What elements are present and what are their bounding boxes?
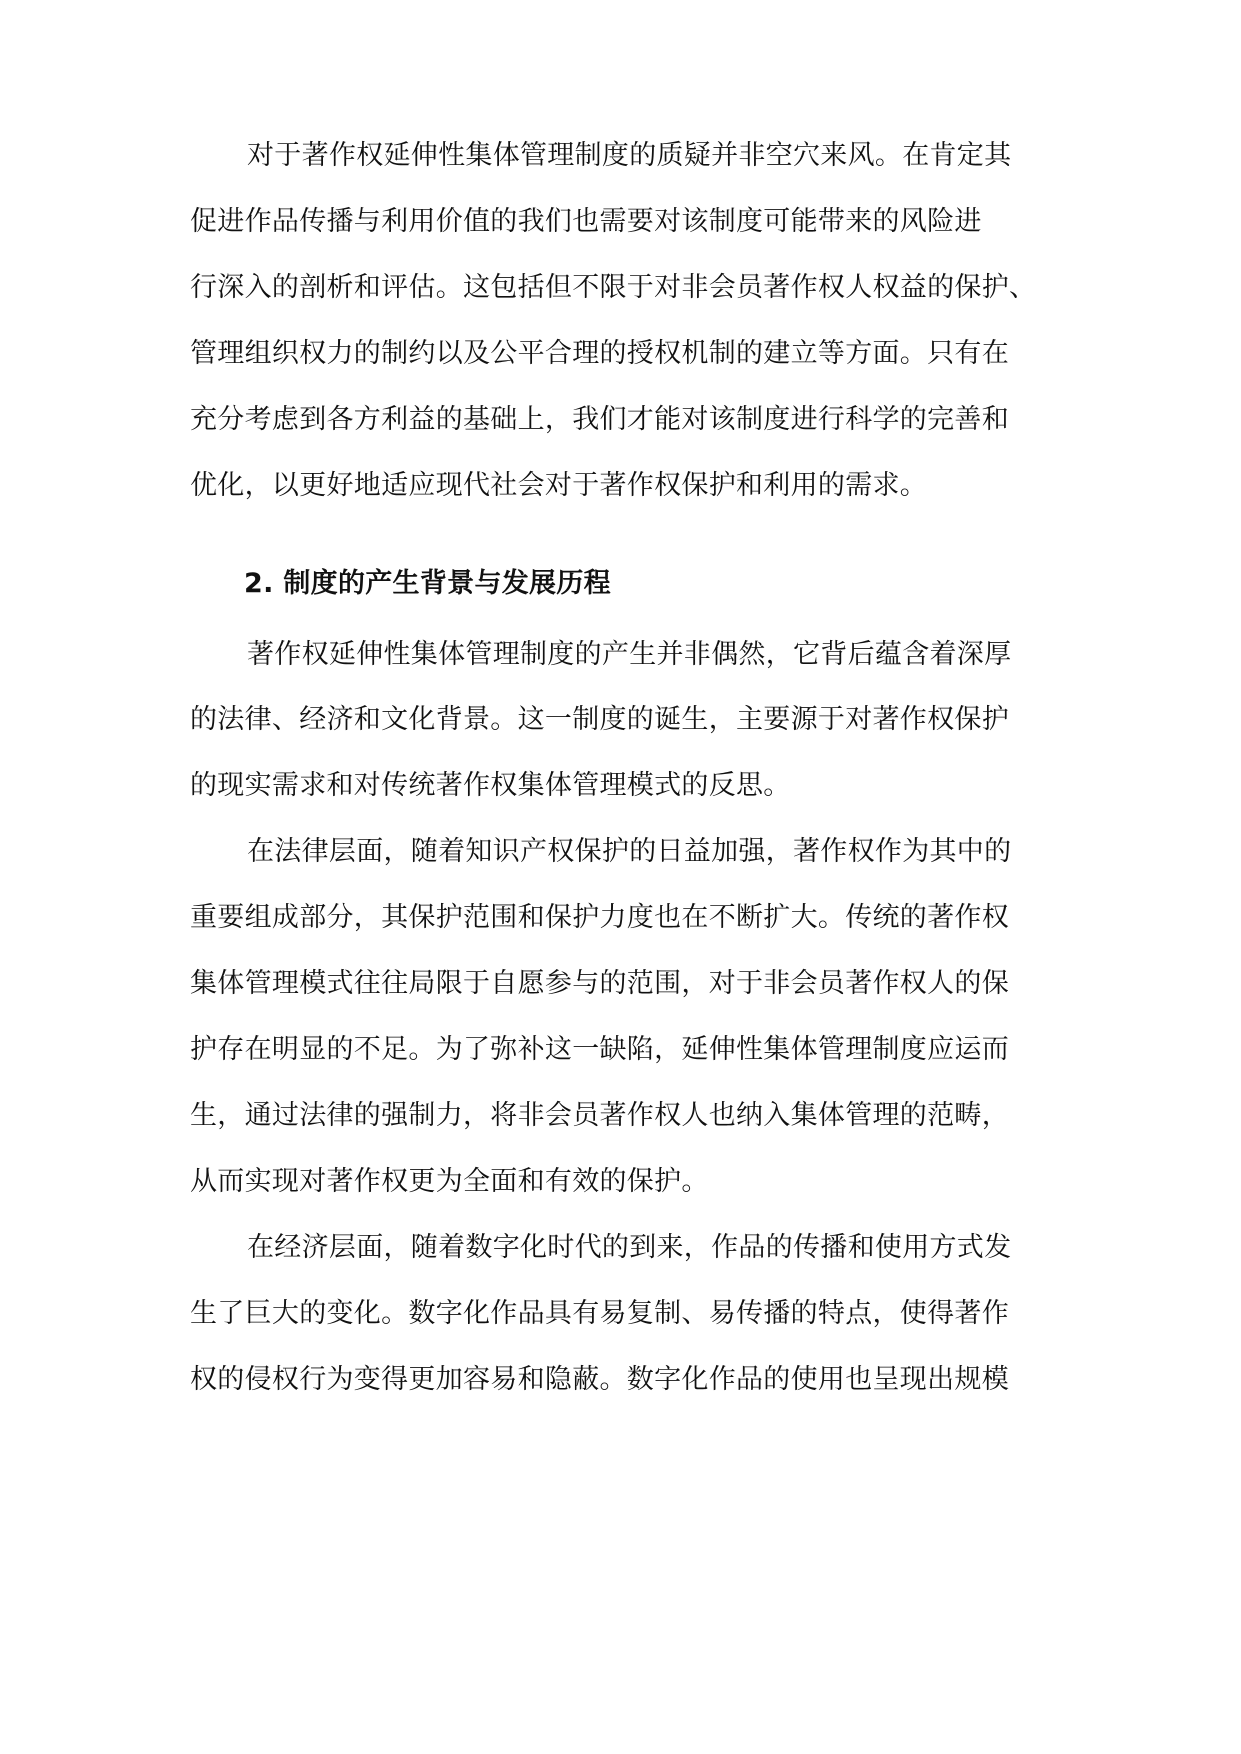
paragraph-2-line-1: 著作权延伸性集体管理制度的产生并非偶然，它背后蕴含着深厚 [247, 639, 1012, 670]
paragraph-1-line-4: 管理组织权力的制约以及公平合理的授权机制的建立等方面。只有在 [190, 338, 1009, 369]
paragraph-1-line-3: 行深入的剖析和评估。这包括但不限于对非会员著作权人权益的保护、 [190, 272, 1037, 303]
paragraph-3-line-4: 护存在明显的不足。为了弥补这一缺陷，延伸性集体管理制度应运而 [190, 1034, 1009, 1065]
paragraph-4-line-1: 在经济层面，随着数字化时代的到来，作品的传播和使用方式发 [247, 1232, 1012, 1263]
paragraph-1-line-6: 优化，以更好地适应现代社会对于著作权保护和利用的需求。 [190, 470, 928, 501]
paragraph-4-line-2: 生了巨大的变化。数字化作品具有易复制、易传播的特点，使得著作 [190, 1298, 1009, 1329]
paragraph-2-line-2: 的法律、经济和文化背景。这一制度的诞生，主要源于对著作权保护 [190, 704, 1009, 735]
paragraph-1-line-2: 促进作品传播与利用价值的我们也需要对该制度可能带来的风险进 [190, 206, 982, 237]
paragraph-4-line-3: 权的侵权行为变得更加容易和隐蔽。数字化作品的使用也呈现出规模 [190, 1364, 1009, 1395]
paragraph-3-line-1: 在法律层面，随着知识产权保护的日益加强，著作权作为其中的 [247, 836, 1012, 867]
paragraph-3-line-6: 从而实现对著作权更为全面和有效的保护。 [190, 1166, 709, 1197]
paragraph-3-line-2: 重要组成部分，其保护范围和保护力度也在不断扩大。传统的著作权 [190, 902, 1009, 933]
section-heading: 2. 制度的产生背景与发展历程 [244, 568, 611, 599]
paragraph-2-line-3: 的现实需求和对传统著作权集体管理模式的反思。 [190, 770, 791, 801]
paragraph-1-line-1: 对于著作权延伸性集体管理制度的质疑并非空穴来风。在肯定其 [247, 140, 1012, 171]
paragraph-3-line-3: 集体管理模式往往局限于自愿参与的范围，对于非会员著作权人的保 [190, 968, 1009, 999]
paragraph-3-line-5: 生，通过法律的强制力，将非会员著作权人也纳入集体管理的范畴， [190, 1100, 1009, 1131]
paragraph-1-line-5: 充分考虑到各方利益的基础上，我们才能对该制度进行科学的完善和 [190, 404, 1009, 435]
